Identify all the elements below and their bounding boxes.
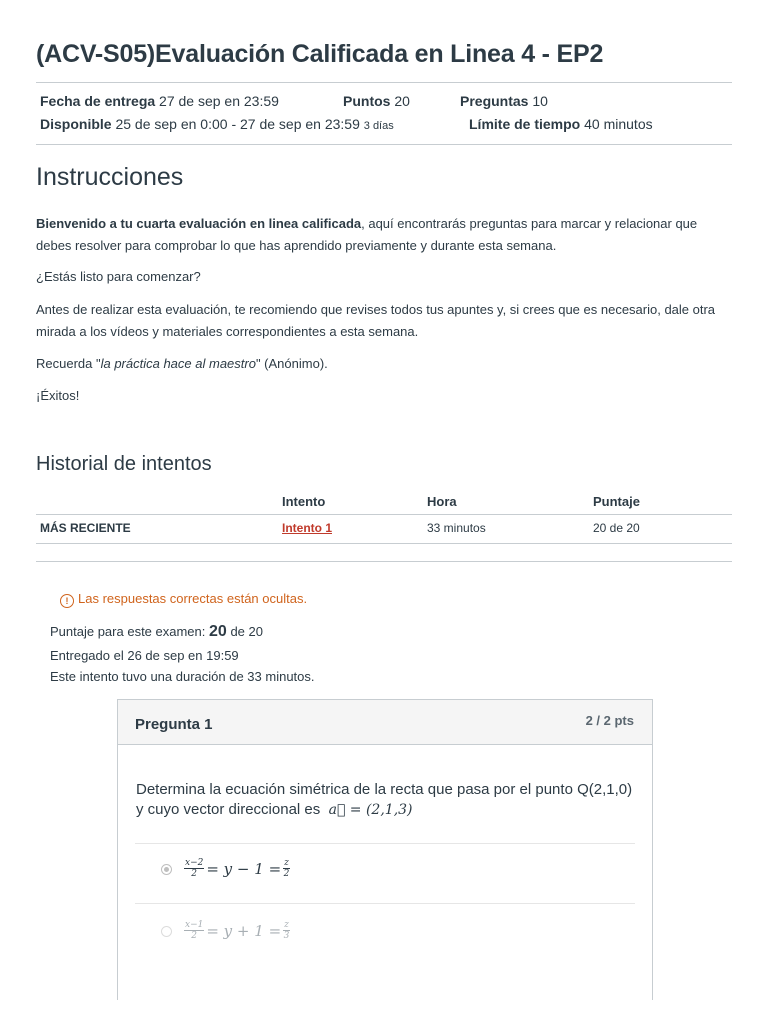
- answer-divider: [135, 843, 635, 844]
- time-limit: [469, 116, 653, 132]
- answer-radio-1[interactable]: [161, 864, 172, 875]
- instructions-paragraph-1: [36, 213, 736, 257]
- availability: [40, 116, 394, 132]
- score-prefix: Puntaje para este examen:: [50, 624, 206, 639]
- questions-count: [460, 93, 548, 109]
- points-value: 20: [394, 93, 410, 109]
- question-title: Pregunta 1: [135, 716, 213, 733]
- divider: [36, 561, 732, 562]
- equation-middle: = y + 1 =: [206, 921, 282, 940]
- available-value: 25 de sep en 0:00 - 27 de sep en 23:59: [115, 116, 360, 132]
- question-card: [117, 699, 653, 1000]
- table-divider: [36, 514, 732, 515]
- numerator: x−2: [185, 858, 204, 868]
- denominator: 2: [191, 931, 198, 941]
- numerator: z: [284, 920, 289, 930]
- available-days: 3 días: [363, 120, 394, 132]
- available-label: Disponible: [40, 116, 112, 132]
- question-points: 2 / 2 pts: [585, 713, 634, 728]
- instructions-paragraph-5: ¡Éxitos!: [36, 388, 80, 403]
- time-limit-value: 40 minutos: [584, 116, 653, 132]
- column-header-time: Hora: [427, 494, 457, 509]
- fraction: [283, 858, 290, 879]
- points: [343, 93, 410, 109]
- attempt-time: 33 minutos: [427, 521, 486, 535]
- divider: [36, 82, 732, 83]
- welcome-bold: Bienvenido a tu cuarta evaluación en linea calificada: [36, 216, 362, 231]
- question-header: [118, 700, 652, 745]
- quote-post: " (Anónimo).: [255, 356, 328, 371]
- submitted-date: Entregado el 26 de sep en 19:59: [50, 648, 239, 663]
- instructions-paragraph-3: Antes de realizar esta evaluación, te recomiendo que revises todos tus apuntes y, si crees que es necesario, dale otra mirada a los vídeos y materiales correspondientes a esta semana.: [36, 302, 716, 339]
- quote-italic: la práctica hace al maestro: [100, 356, 256, 371]
- question-text: [136, 780, 636, 820]
- attempt-link[interactable]: Intento 1: [282, 521, 332, 535]
- question-text-line1: Determina la ecuación simétrica de la recta que pasa por el punto Q(2,1,0): [136, 781, 633, 798]
- questions-label: Preguntas: [460, 93, 529, 109]
- history-heading: Historial de intentos: [36, 453, 212, 475]
- equation-middle: = y − 1 =: [206, 859, 282, 878]
- denominator: 2: [191, 869, 198, 879]
- latest-label: MÁS RECIENTE: [40, 521, 131, 535]
- notice-text: Las respuestas correctas están ocultas.: [78, 591, 308, 606]
- quote-pre: Recuerda ": [36, 356, 101, 371]
- due-label: Fecha de entrega: [40, 93, 156, 109]
- question-text-line2: y cuyo vector direccional es: [136, 801, 321, 818]
- denominator: 3: [283, 931, 290, 941]
- answer-option-1: [182, 858, 292, 879]
- questions-value: 10: [532, 93, 548, 109]
- fraction: [283, 920, 290, 941]
- answer-divider: [135, 903, 635, 904]
- table-divider: [36, 543, 732, 544]
- column-header-attempt: Intento: [282, 494, 326, 509]
- divider: [36, 144, 732, 145]
- due-date: [40, 93, 279, 109]
- score-summary: [50, 623, 263, 641]
- numerator: x−1: [185, 920, 204, 930]
- page-title: (ACV-S05)Evaluación Calificada en Linea 4 - EP2: [36, 40, 604, 68]
- numerator: z: [284, 858, 289, 868]
- warning-icon: !: [60, 594, 74, 608]
- fraction: [184, 920, 204, 941]
- time-limit-label: Límite de tiempo: [469, 116, 581, 132]
- instructions-heading: Instrucciones: [36, 163, 184, 191]
- attempt-score: 20 de 20: [593, 521, 640, 535]
- points-label: Puntos: [343, 93, 391, 109]
- instructions-paragraph-2: ¿Estás listo para comenzar?: [36, 269, 201, 284]
- fraction: [184, 858, 204, 879]
- direction-vector: a⃗ = (2,1,3): [328, 802, 413, 818]
- denominator: 2: [283, 869, 290, 879]
- score-suffix: de 20: [230, 624, 263, 639]
- column-header-score: Puntaje: [593, 494, 640, 509]
- hidden-answers-notice: [60, 591, 307, 608]
- answer-option-2: [182, 920, 292, 941]
- welcome-rest: , aquí encontrarás preguntas para marcar y relacionar que debes resolver para comprobar lo que has aprendido previamente y durante esta semana.: [36, 216, 698, 253]
- answer-radio-2[interactable]: [161, 926, 172, 937]
- radio-selected-dot: [164, 867, 169, 872]
- instructions-paragraph-4: [36, 353, 736, 375]
- score-value: 20: [209, 623, 227, 640]
- due-value: 27 de sep en 23:59: [159, 93, 279, 109]
- attempt-duration: Este intento tuvo una duración de 33 minutos.: [50, 669, 315, 684]
